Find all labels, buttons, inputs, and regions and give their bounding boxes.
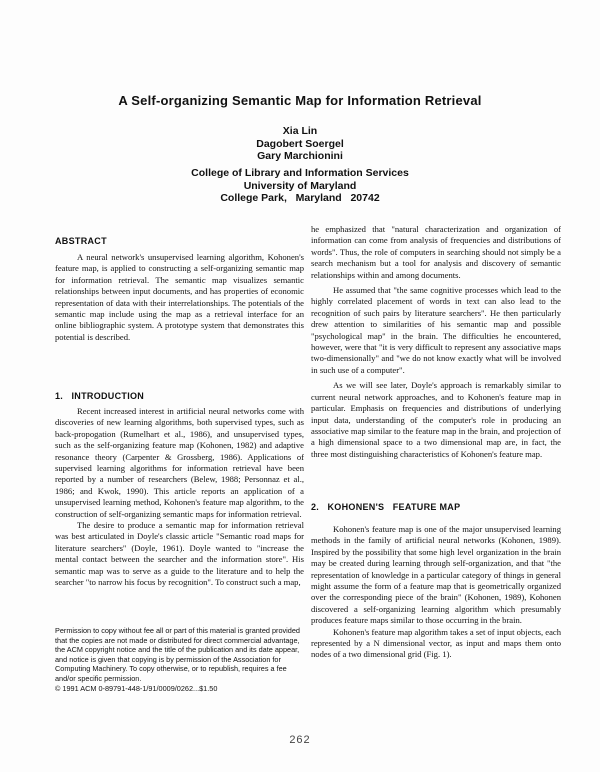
paragraph: The desire to produce a semantic map for information retrieval was best articulated in Doyle's classic article "Semantic road maps for literature searchers" (Doyle, 1961). Doyle wanted to "increase the mental contact between the searcher and the information store". His semantic map was to serve as a guide to the literature and to help the searcher "to narrow his focus by recognition". To construct such a map, (55, 520, 304, 588)
abstract-text: A neural network's unsupervised learning algorithm, Kohonen's feature map, is applied to constructing a self-organizing semantic map for information retrieval. The semantic map visualizes semantic relationships between input documents, and has properties of economic representation of data with their interrelationships. The potentials of the semantic map include using the map as a retrieval interface for an online bibliographic system. A prototype system that demonstrates this potential is described. (55, 252, 304, 342)
section-heading-introduction: 1. INTRODUCTION (55, 391, 145, 401)
introduction-body (55, 406, 304, 589)
permission-notice (55, 626, 304, 693)
paragraph: he emphasized that "natural characterization and organization of information can come from analysis of frequencies and distributions of words". Thus, the role of computers in searching should not simply be a search mechanism but a tool for analysis and discovery of semantic relationships within and among documents. (311, 224, 561, 280)
affiliation-line: College of Library and Information Services (191, 167, 409, 179)
permission-text: Permission to copy without fee all or part of this material is granted provided that the copies are not made or distributed for direct commercial advantage, the ACM copyright notice and the title of the publication and its date appear, and notice is given that copying is by permission of the Association for Computing Machinery. To copy otherwise, or to republish, requires a fee and/or specific permission. (55, 626, 300, 683)
affiliation-line: University of Maryland (243, 179, 357, 192)
affiliation (0, 167, 600, 205)
paragraph: Kohonen's feature map algorithm takes a set of input objects, each represented by a N dimensional vector, as input and maps them onto nodes of a two dimensional grid (Fig. 1). (311, 626, 562, 660)
abstract-heading: ABSTRACT (55, 236, 107, 246)
author-name: Dagobert Soergel (256, 137, 344, 150)
affiliation-line: College Park, Maryland 20742 (220, 192, 380, 204)
paragraph: He assumed that "the same cognitive processes which lead to the highly correlated placement of words in text can also lead to the recognition of such pairs by literature searchers". He then particularly drew attention to similarities of his semantic map and possible "psychological map" in the brain. The difficulties he encountered, however, were that "it is very difficult to represent any associative maps two-dimensionally" and "we do not know exactly what will be involved in such use of a computer". (311, 285, 561, 375)
author-name: Gary Marchionini (257, 150, 343, 162)
paragraph: As we will see later, Doyle's approach is remarkably similar to current neural network approaches, and to Kohonen's feature map in particular. Emphasis on frequencies and distributions of underlying input data, understanding of the computer's role in producing an associative map similar to the feature map in the brain, and projection of a high dimensional space to a two dimensional map are, in fact, the three most distinguishing characteristics of Kohonen's feature map. (311, 380, 561, 459)
page-number: 262 (289, 734, 311, 746)
section2-body (311, 524, 561, 661)
abstract-body (55, 252, 304, 343)
paragraph: Recent increased interest in artificial neural networks come with discoveries of new learning algorithms, both supervised types, such as back-propogation (Rumelhart et al., 1986), and unsupervised types, such as the self-organizing feature map (Kohonen, 1982) and adaptive resonance theory (Carpenter & Grossberg, 1986). Applications of supervised learning algorithms for information retrieval have been reported by a number of researchers (Belew, 1988; Personnaz et al., 1986; and Kwok, 1990). This article reports an application of a unsupervised learning method, Kohonen's feature map algorithm, to the construction of self-organizing semantic maps for information retrieval. (55, 406, 304, 519)
copyright-line: © 1991 ACM 0-89791-448-1/91/0009/0262...$1.50 (55, 683, 218, 693)
right-column-body (311, 224, 561, 460)
author-list (0, 125, 600, 163)
author-name: Xia Lin (282, 125, 318, 137)
paper-title: A Self-organizing Semantic Map for Information Retrieval (118, 93, 482, 108)
paragraph: Kohonen's feature map is one of the major unsupervised learning methods in the family of artificial neural networks (Kohonen, 1989). Inspired by the possibility that some high level organization in the brain may be created during learning through self-organization, and that "the representation of knowledge in a particular category of things in general might assume the form of a feature map that is geometrically organized over the corresponding piece of the brain" (Kohonen, 1989), Kohonen discovered a self-organizing learning algorithm which presumably produces feature maps similar to those occurring in the brain. (311, 524, 561, 626)
section-heading-kohonen-feature-map: 2. KOHONEN'S FEATURE MAP (311, 502, 461, 512)
